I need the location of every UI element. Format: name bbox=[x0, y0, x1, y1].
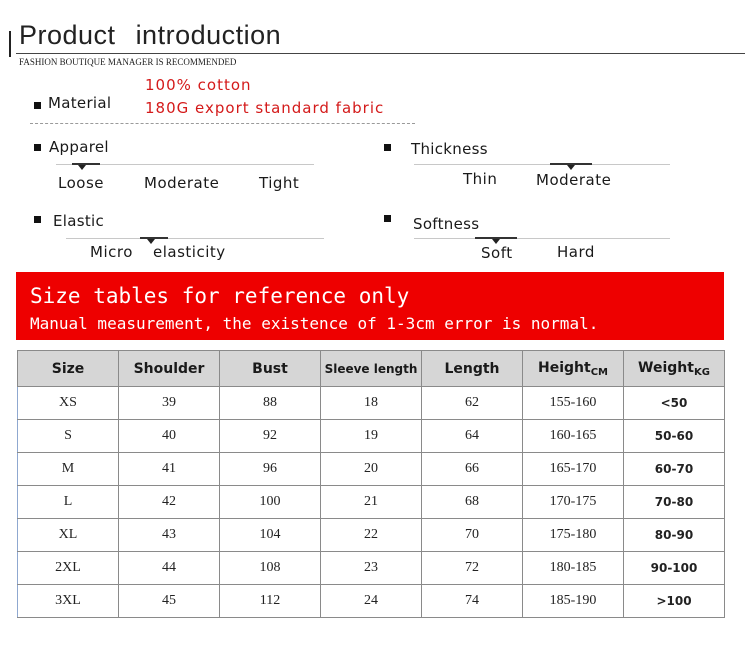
thickness-option-thin: Thin bbox=[463, 170, 498, 188]
cell-bust: 100 bbox=[220, 486, 321, 519]
cell-sleeve-length: 22 bbox=[321, 519, 422, 552]
header-weight-unit: KG bbox=[693, 366, 710, 378]
cell-shoulder: 39 bbox=[119, 387, 220, 420]
cell-weight: 60-70 bbox=[624, 453, 725, 486]
cell-length: 74 bbox=[422, 585, 523, 618]
cell-sleeve-length: 24 bbox=[321, 585, 422, 618]
thickness-label: Thickness bbox=[411, 140, 488, 158]
header-length: Length bbox=[422, 351, 523, 387]
cell-size: S bbox=[18, 420, 119, 453]
page-title bbox=[19, 20, 281, 51]
cell-height: 160-165 bbox=[523, 420, 624, 453]
cell-height: 155-160 bbox=[523, 387, 624, 420]
cell-weight: 90-100 bbox=[624, 552, 725, 585]
apparel-option-moderate: Moderate bbox=[144, 174, 220, 192]
table-row bbox=[18, 552, 725, 585]
apparel-marker bbox=[72, 163, 100, 165]
cell-shoulder: 42 bbox=[119, 486, 220, 519]
cell-weight: >100 bbox=[624, 585, 725, 618]
softness-scale bbox=[414, 238, 670, 239]
cell-size: XS bbox=[18, 387, 119, 420]
apparel-bullet-icon bbox=[34, 144, 41, 151]
cell-sleeve-length: 21 bbox=[321, 486, 422, 519]
banner-subtitle: Manual measurement, the existence of 1-3cm error is normal. bbox=[30, 314, 599, 333]
cell-bust: 96 bbox=[220, 453, 321, 486]
elastic-scale bbox=[66, 238, 324, 239]
thickness-scale bbox=[414, 164, 670, 165]
header-sleeve-length: Sleeve length bbox=[321, 351, 422, 387]
elastic-bullet-icon bbox=[34, 216, 41, 223]
material-label: Material bbox=[48, 94, 112, 112]
table-row bbox=[18, 585, 725, 618]
table-row bbox=[18, 420, 725, 453]
cell-length: 62 bbox=[422, 387, 523, 420]
cell-length: 64 bbox=[422, 420, 523, 453]
title-word-2: introduction bbox=[135, 20, 282, 50]
cell-length: 66 bbox=[422, 453, 523, 486]
cell-weight: <50 bbox=[624, 387, 725, 420]
cell-weight: 50-60 bbox=[624, 420, 725, 453]
cell-bust: 104 bbox=[220, 519, 321, 552]
thickness-option-moderate: Moderate bbox=[536, 171, 612, 189]
softness-option-soft: Soft bbox=[481, 244, 513, 262]
table-row bbox=[18, 519, 725, 552]
cell-size: M bbox=[18, 453, 119, 486]
material-bullet-icon bbox=[34, 102, 41, 109]
apparel-option-loose: Loose bbox=[58, 174, 104, 192]
cell-sleeve-length: 18 bbox=[321, 387, 422, 420]
header-shoulder: Shoulder bbox=[119, 351, 220, 387]
cell-size: L bbox=[18, 486, 119, 519]
elastic-option-micro: Micro bbox=[90, 243, 133, 261]
cell-length: 68 bbox=[422, 486, 523, 519]
cell-height: 185-190 bbox=[523, 585, 624, 618]
size-table bbox=[17, 350, 725, 618]
softness-label: Softness bbox=[413, 215, 480, 233]
page-subtitle: FASHION BOUTIQUE MANAGER IS RECOMMENDED bbox=[19, 57, 237, 67]
elastic-label: Elastic bbox=[53, 212, 105, 230]
cell-bust: 112 bbox=[220, 585, 321, 618]
table-row bbox=[18, 387, 725, 420]
cell-sleeve-length: 23 bbox=[321, 552, 422, 585]
table-row bbox=[18, 453, 725, 486]
header-height bbox=[523, 351, 624, 387]
softness-option-hard: Hard bbox=[557, 243, 595, 261]
cell-shoulder: 40 bbox=[119, 420, 220, 453]
title-divider bbox=[16, 53, 745, 54]
cell-height: 165-170 bbox=[523, 453, 624, 486]
header-size: Size bbox=[18, 351, 119, 387]
cell-sleeve-length: 20 bbox=[321, 453, 422, 486]
header-weight bbox=[624, 351, 725, 387]
header-height-label: Height bbox=[538, 359, 591, 376]
material-composition: 100% cotton bbox=[145, 76, 252, 94]
cell-length: 70 bbox=[422, 519, 523, 552]
title-word-1: Product bbox=[19, 20, 116, 50]
cell-size: XL bbox=[18, 519, 119, 552]
cell-height: 175-180 bbox=[523, 519, 624, 552]
cell-height: 180-185 bbox=[523, 552, 624, 585]
title-accent-bar bbox=[9, 31, 11, 57]
banner-title: Size tables for reference only bbox=[30, 284, 410, 308]
cell-shoulder: 43 bbox=[119, 519, 220, 552]
cell-bust: 108 bbox=[220, 552, 321, 585]
material-divider bbox=[30, 123, 415, 124]
header-height-unit: CM bbox=[590, 366, 608, 378]
cell-bust: 88 bbox=[220, 387, 321, 420]
material-fabric: 180G export standard fabric bbox=[145, 99, 385, 117]
cell-bust: 92 bbox=[220, 420, 321, 453]
table-header-row bbox=[18, 351, 725, 387]
cell-weight: 80-90 bbox=[624, 519, 725, 552]
apparel-option-tight: Tight bbox=[259, 174, 300, 192]
apparel-label: Apparel bbox=[49, 138, 109, 156]
elastic-option-elasticity: elasticity bbox=[153, 243, 226, 261]
cell-sleeve-length: 19 bbox=[321, 420, 422, 453]
cell-shoulder: 45 bbox=[119, 585, 220, 618]
table-row bbox=[18, 486, 725, 519]
cell-weight: 70-80 bbox=[624, 486, 725, 519]
cell-shoulder: 41 bbox=[119, 453, 220, 486]
header-weight-label: Weight bbox=[638, 359, 694, 376]
cell-shoulder: 44 bbox=[119, 552, 220, 585]
cell-size: 2XL bbox=[18, 552, 119, 585]
thickness-bullet-icon bbox=[384, 144, 391, 151]
softness-bullet-icon bbox=[384, 215, 391, 222]
cell-height: 170-175 bbox=[523, 486, 624, 519]
thickness-indicator-icon bbox=[567, 165, 575, 170]
cell-length: 72 bbox=[422, 552, 523, 585]
header-bust: Bust bbox=[220, 351, 321, 387]
apparel-indicator-icon bbox=[78, 165, 86, 170]
cell-size: 3XL bbox=[18, 585, 119, 618]
